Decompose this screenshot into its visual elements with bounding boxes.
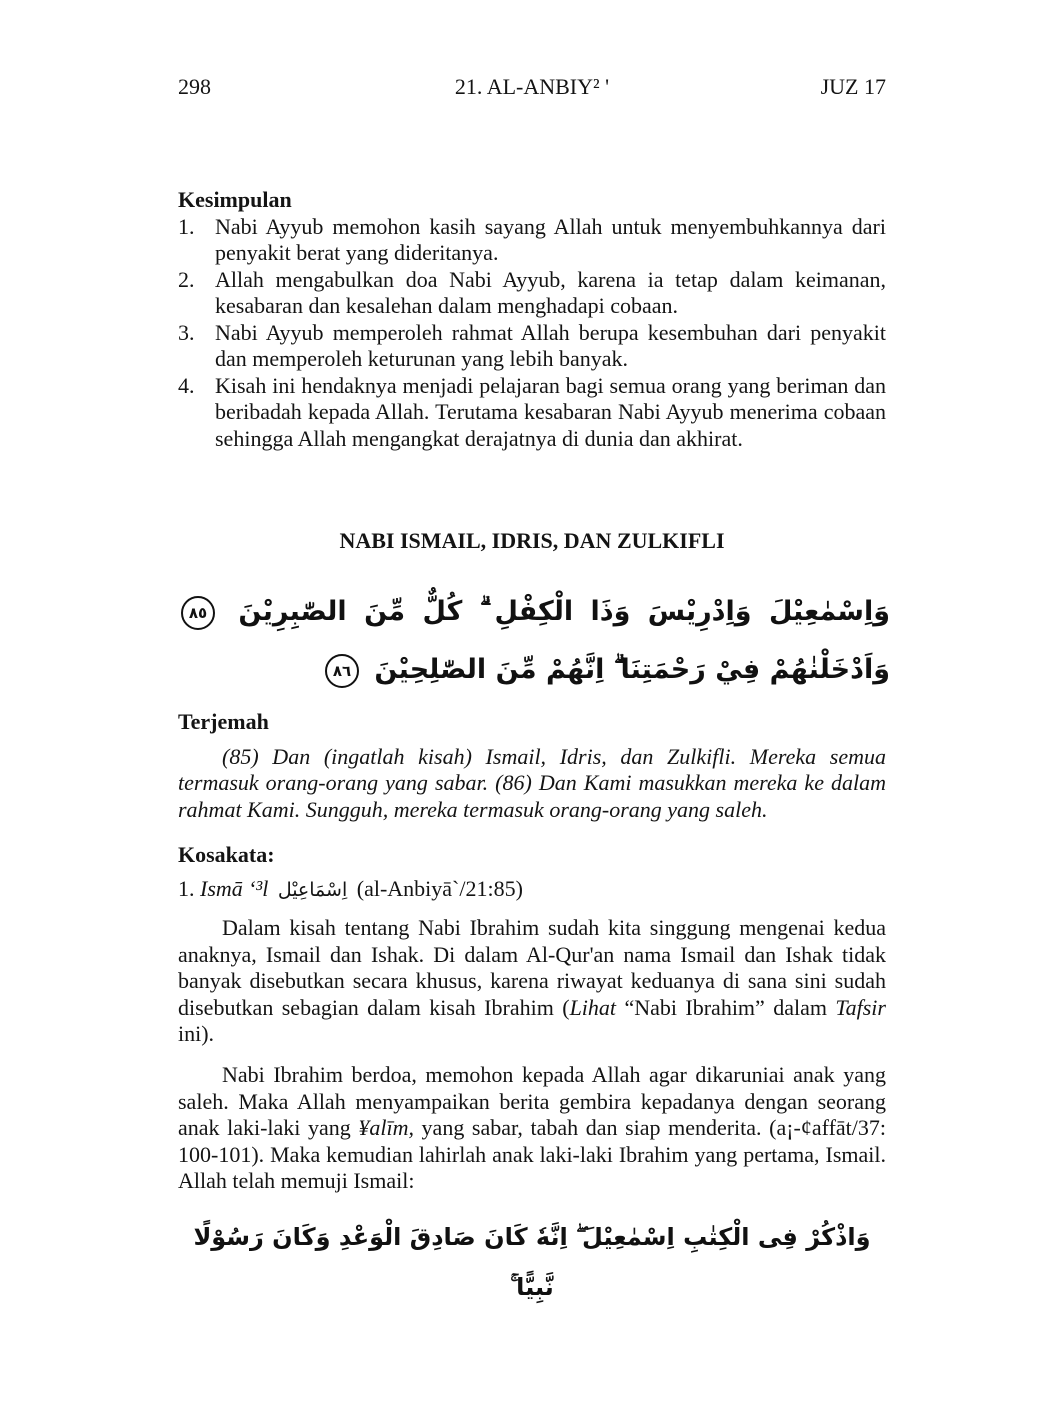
translation-section <box>178 709 886 823</box>
conclusion-item <box>178 320 886 373</box>
explanation-paragraph <box>178 1062 886 1195</box>
paragraph-text: Dalam kisah tentang Nabi Ibrahim sudah kita singgung mengenai kedua anaknya, Ismail dan Ishak. Di dalam Al-Qur'an nama Ismail dan Ishak tidak banyak disebutkan secara khusus, karena riwayat keduanya di sana sini sudah disebutkan sebagian dalam kisah Ibrahim ( <box>178 915 886 1020</box>
ayah-number-marker: ٨٥ <box>181 596 215 630</box>
explanation-paragraph <box>178 915 886 1048</box>
conclusion-item <box>178 373 886 453</box>
conclusion-item-number: 3. <box>178 319 195 345</box>
juz-label: JUZ 17 <box>820 74 886 99</box>
translation-text: (85) Dan (ingatlah kisah) Ismail, Idris, dan Zulkifli. Mereka semua termasuk orang-orang yang sabar. (86) Dan Kami masukkan mereka ke dalam rahmat Kami. Sungguh, mereka termasuk orang-orang yang saleh. <box>178 743 886 822</box>
conclusion-item-text: Nabi Ayyub memperoleh rahmat Allah berupa kesembuhan dari penyakit dan memperoleh keturunan yang lebih banyak. <box>215 319 886 371</box>
paragraph-text: Nabi Ibrahim berdoa, memohon kepada Allah agar dikaruniai anak yang saleh. Maka Allah menyampaikan berita gembira kepadanya dengan seorang anak laki-laki yang <box>178 1062 886 1140</box>
conclusion-item <box>178 267 886 320</box>
translation-heading: Terjemah <box>178 709 269 734</box>
paragraph-text: ini). <box>178 1021 215 1046</box>
conclusion-item-text: Kisah ini hendaknya menjadi pelajaran bagi semua orang yang beriman dan beribadah kepada Allah. Terutama kesabaran Nabi Ayyub menerima cobaan sehingga Allah mengangkat derajatnya di dunia dan akhirat. <box>215 372 886 451</box>
paragraph-text: “Nabi Ibrahim” dalam <box>616 994 836 1020</box>
conclusion-item-text: Nabi Ayyub memohon kasih sayang Allah untuk menyembuhkannya dari penyakit berat yang dideritanya. <box>215 213 886 265</box>
verse-text: وَاِسْمٰعِيْلَ وَاِدْرِيْسَ وَذَا الْكِفْلِ ۗ كُلٌّ مِّنَ الصّٰبِرِيْنَ <box>238 596 891 627</box>
conclusion-item <box>178 214 886 267</box>
conclusion-list <box>178 214 886 453</box>
arabic-verse-block <box>175 583 890 699</box>
entry-number: 1. <box>178 875 195 901</box>
entry-reference: (al-Anbiyā`/21:85) <box>356 875 523 901</box>
paragraph-text-italic: Tafsir <box>835 994 886 1020</box>
vocabulary-section <box>178 842 886 903</box>
entry-term: Ismā ‘³l <box>200 875 269 901</box>
vocabulary-entry <box>178 876 886 904</box>
entry-arabic: اِسْمَاعِيْل <box>277 878 348 901</box>
conclusion-heading: Kesimpulan <box>178 187 292 212</box>
conclusion-item-text: Allah mengabulkan doa Nabi Ayyub, karena ia tetap dalam keimanan, kesabaran dan kesalehan dalam menghadapi cobaan. <box>215 266 886 318</box>
conclusion-item-number: 4. <box>178 372 195 398</box>
conclusion-item-number: 1. <box>178 213 195 239</box>
page-number: 298 <box>178 74 211 99</box>
paragraph-text: yang sabar, tabah dan siap menderita. (a¡-¢affāt/37: 100-101). Maka kemudian lahirlah anak laki-laki Ibrahim yang pertama, Ismail. Allah telah memuji Ismail: <box>178 1115 886 1193</box>
paragraph-text-italic: ¥alīm, <box>358 1115 414 1140</box>
page-header <box>178 74 886 101</box>
ayah-number-marker: ٨٦ <box>325 654 359 688</box>
conclusion-section <box>178 187 886 452</box>
conclusion-item-number: 2. <box>178 266 195 292</box>
paragraph-text-italic: Lihat <box>569 994 617 1020</box>
verse-text: وَاَدْخَلْنٰهُمْ فِيْ رَحْمَتِنَا ۗ اِنَّهُمْ مِّنَ الصّٰلِحِيْنَ <box>374 654 890 685</box>
arabic-verse-ismail: وَاذْكُرْ فِى الْكِتٰبِ اِسْمٰعِيْلَ ۖ اِنَّهٗ كَانَ صَادِقَ الْوَعْدِ وَكَانَ رَسُوْلًا نَّبِيًّا ۚ <box>193 1223 871 1301</box>
chapter-title: 21. AL-ANBIY² ' <box>454 74 610 99</box>
vocabulary-heading: Kosakata: <box>178 842 275 867</box>
section-title: NABI ISMAIL, IDRIS, DAN ZULKIFLI <box>339 528 725 553</box>
